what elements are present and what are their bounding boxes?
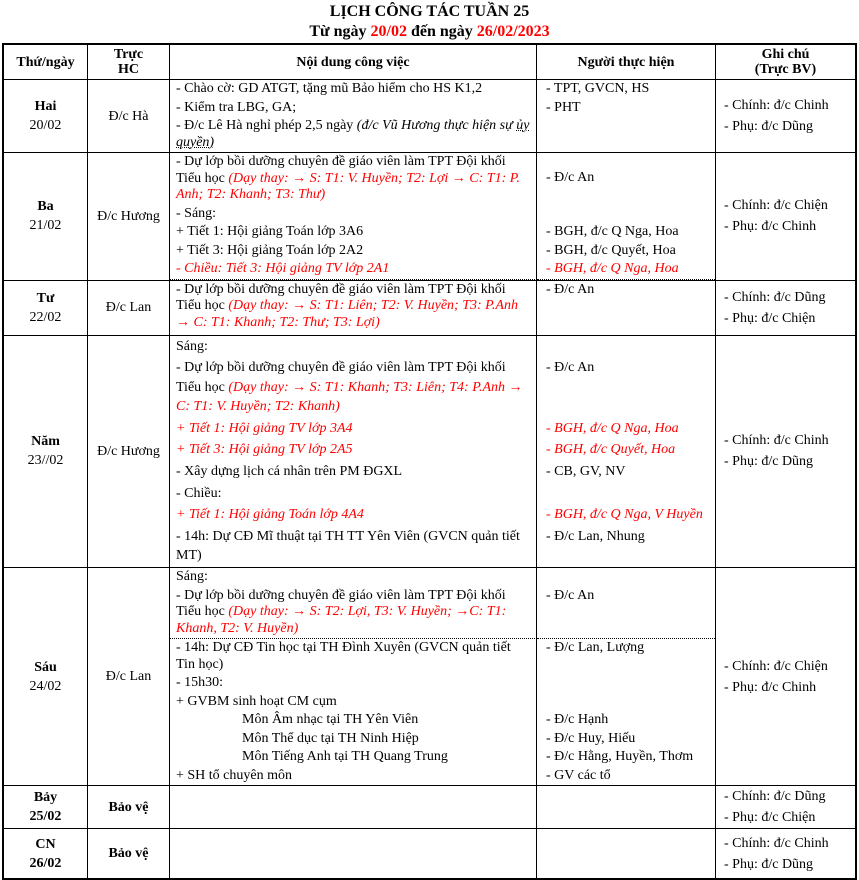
text-segment: Sáng:: [176, 338, 208, 354]
person-line: [537, 357, 715, 418]
content-person-cell: [170, 153, 716, 280]
header-duty-label-line2: HC: [118, 62, 139, 77]
text-segment: - Đ/c Hạnh: [546, 712, 609, 728]
day-cell: [4, 153, 88, 280]
person-line: [537, 205, 715, 224]
note-line: - Phụ: đ/c Dũng: [724, 856, 814, 872]
text-segment: + Tiết 1: Hội giảng Toán lớp 3A6: [176, 224, 364, 239]
table-row: [4, 829, 855, 878]
content-line: [170, 336, 537, 358]
content-line: [170, 461, 537, 483]
content-line: [170, 674, 537, 693]
note-line: - Chính: đ/c Chinh: [724, 98, 829, 113]
text-segment: + Tiết 3: Hội giảng TV lớp 2A5: [176, 442, 353, 458]
day-date: 25/02: [29, 809, 62, 825]
note-line: - Phụ: đ/c Chinh: [724, 679, 817, 695]
person-line: [537, 260, 715, 280]
person-line: [537, 439, 715, 461]
text-segment: - 14h: Dự CĐ Mĩ thuật tại TH TT Yên Viên (GVCN quản tiết MT): [176, 528, 520, 564]
text-segment: Môn Âm nhạc tại TH Yên Viên: [242, 712, 419, 728]
content-line: [170, 483, 537, 505]
note-line: - Phụ: đ/c Chiện: [724, 810, 816, 826]
day-name: Bảy: [33, 790, 58, 806]
day-name: Năm: [31, 434, 60, 450]
text-segment: (Dạy thay: → S: T1: Khanh; T3: Liên; T4: P.Anh → C: T1: V. Huyền; T2: Khanh): [176, 379, 523, 415]
person-line: [537, 639, 715, 674]
subtitle-middle: đến ngày: [406, 23, 477, 40]
header-notes-column: [716, 45, 855, 79]
person-line: [537, 504, 715, 526]
text-segment: - Kiểm tra LBG, GA;: [176, 99, 297, 115]
text-segment: + Tiết 3: Hội giảng Toán lớp 2A2: [176, 242, 364, 258]
header-person-label: Người thực hiện: [577, 54, 675, 70]
note-line: - Chính: đ/c Chinh: [724, 433, 829, 449]
note-line: - Phụ: đ/c Chiện: [724, 310, 816, 326]
content-line: [170, 504, 537, 526]
content-line: [170, 99, 537, 118]
day-name: CN: [35, 836, 56, 852]
table-row: [4, 281, 855, 336]
person-line: [537, 153, 715, 205]
person-line: [537, 418, 715, 440]
text-segment: - Đ/c Lan, Nhung: [546, 528, 645, 544]
content-line: [170, 260, 537, 280]
content-line: [170, 568, 537, 587]
duty-cell: Đ/c Hương: [88, 153, 170, 280]
text-segment: - Dự lớp bồi dưỡng chuyên đề giáo viên làm TPT Đội khối Tiểu học: [176, 154, 506, 186]
text-segment: + GVBM sinh hoạt CM cụm: [176, 693, 337, 709]
text-segment: + SH tổ chuyên môn: [176, 767, 292, 783]
note-line: - Chính: đ/c Dũng: [724, 289, 826, 305]
day-cell: [4, 80, 88, 152]
header-duty-label-line1: Trực: [113, 47, 144, 62]
text-segment: - Chiều: Tiết 3: Hội giảng TV lớp 2A1: [176, 261, 390, 276]
content-line: [170, 242, 537, 261]
person-line: [537, 242, 715, 261]
duty-cell: Bảo vệ: [88, 786, 170, 828]
content-line: [170, 205, 537, 224]
note-line: - Chính: đ/c Chiện: [724, 658, 828, 674]
text-segment: - TPT, GVCN, HS: [546, 81, 650, 96]
text-segment: - Dự lớp bồi dưỡng chuyên đề giáo viên làm TPT Đội khối Tiểu học: [176, 360, 506, 395]
person-line: [537, 568, 715, 587]
text-segment: - Đ/c An: [546, 170, 595, 185]
content-line: [170, 639, 537, 674]
content-line: [170, 281, 537, 333]
content-line: [170, 439, 537, 461]
text-segment: ủy quyền): [176, 118, 530, 150]
subtitle-prefix: Từ ngày: [309, 23, 371, 40]
text-segment: - Chào cờ: GD ATGT, tặng mũ Bảo hiểm cho HS K1,2: [176, 81, 483, 96]
text-segment: (Dạy thay: → S: T1: V. Huyền; T2: Lợi → C: T1: P. Anh; T2: Khanh; T3: Thư): [176, 170, 520, 202]
table-row: [4, 568, 855, 786]
content-line: [170, 730, 537, 749]
notes-cell: [716, 153, 855, 280]
text-segment: - 14h: Dự CĐ Tin học tại TH Đình Xuyên (GVCN quản tiết Tin học): [176, 640, 511, 672]
content-line: [170, 117, 537, 152]
day-name: Sáu: [34, 659, 57, 675]
person-line: [537, 730, 715, 749]
duty-cell: Bảo vệ: [88, 829, 170, 878]
content-line: [170, 767, 537, 786]
content-line: [170, 526, 537, 567]
text-segment: - Xây dựng lịch cá nhân trên PM ĐGXL: [176, 464, 403, 480]
day-date: 24/02: [29, 678, 62, 694]
text-segment: Môn Tiếng Anh tại TH Quang Trung: [242, 749, 448, 765]
content-line: [170, 223, 537, 242]
day-date: 22/02: [29, 309, 62, 325]
notes-cell: [716, 281, 855, 335]
day-date: 21/02: [29, 218, 62, 234]
text-segment: - BGH, đ/c Q Nga, Hoa: [546, 420, 679, 436]
day-date: 26/02: [29, 855, 62, 871]
header-person-column: [537, 45, 716, 79]
text-segment: - BGH, đ/c Q Nga, Hoa: [546, 261, 679, 276]
day-cell: [4, 336, 88, 568]
header-notes-label-line2: (Trực BV): [754, 62, 817, 77]
duty-cell: Đ/c Hương: [88, 336, 170, 568]
subtitle-date-to: 26/02/2023: [476, 23, 550, 40]
header-content-label: Nội dung công việc: [296, 54, 410, 70]
notes-cell: [716, 786, 855, 828]
person-line: [537, 223, 715, 242]
text-segment: - 15h30:: [176, 675, 224, 691]
content-person-cell: [170, 786, 716, 828]
text-segment: - BGH, đ/c Quyết, Hoa: [546, 442, 676, 458]
content-line: [170, 711, 537, 730]
person-line: [537, 674, 715, 693]
day-name: Ba: [37, 199, 54, 215]
header-day-label: Thứ/ngày: [16, 54, 75, 70]
duty-cell: Đ/c Lan: [88, 281, 170, 335]
day-name: Hai: [34, 99, 57, 114]
text-segment: (Dạy thay: → S: T2: Lợi, T3: V. Huyền; →C: T1: Khanh, T2: V. Huyền): [176, 604, 507, 636]
page-title: LỊCH CÔNG TÁC TUẦN 25: [329, 3, 530, 20]
header-duty-column: [88, 45, 170, 79]
text-segment: - BGH, đ/c Q Nga, Hoa: [546, 224, 679, 239]
text-segment: - Đ/c Huy, Hiếu: [546, 730, 636, 746]
header-content-column: [170, 45, 537, 79]
person-line: [537, 99, 715, 118]
person-line: [537, 693, 715, 712]
duty-cell: Đ/c Lan: [88, 568, 170, 785]
schedule-table-body: [4, 80, 855, 878]
table-row: [4, 80, 855, 153]
document-header: [0, 0, 859, 42]
content-line: [170, 357, 537, 418]
text-segment: Môn Thể dục tại TH Ninh Hiệp: [242, 730, 419, 746]
header-notes-label-line1: Ghi chú: [761, 47, 810, 62]
schedule-table: [2, 43, 857, 880]
table-row: [4, 153, 855, 281]
day-name: Tư: [36, 290, 55, 306]
note-line: - Chính: đ/c Chiện: [724, 198, 828, 214]
content-line: [170, 80, 537, 99]
day-cell: [4, 281, 88, 335]
person-line: [537, 526, 715, 567]
day-cell: [4, 786, 88, 828]
text-segment: - Đ/c An: [546, 587, 595, 603]
day-cell: [4, 829, 88, 878]
notes-cell: [716, 568, 855, 785]
note-line: - Chính: đ/c Chinh: [724, 835, 829, 851]
notes-cell: [716, 829, 855, 878]
text-segment: - Dự lớp bồi dưỡng chuyên đề giáo viên làm TPT Đội khối Tiểu học: [176, 281, 506, 313]
text-segment: + Tiết 1: Hội giảng Toán lớp 4A4: [176, 507, 364, 523]
content-person-cell: [170, 829, 716, 878]
text-segment: - Đ/c An: [546, 281, 595, 297]
text-segment: - Sáng:: [176, 205, 217, 221]
content-line: [170, 748, 537, 767]
table-row: [4, 336, 855, 569]
text-segment: (đ/c Vũ Hương thực hiện sự: [356, 118, 517, 133]
note-line: - Phụ: đ/c Dũng: [724, 119, 814, 134]
note-line: - Chính: đ/c Dũng: [724, 789, 826, 805]
text-segment: - Đ/c An: [546, 360, 595, 376]
content-line: [170, 587, 537, 640]
person-line: [537, 117, 715, 152]
person-line: [537, 767, 715, 786]
content-person-cell: [170, 336, 716, 568]
text-segment: - BGH, đ/c Quyết, Hoa: [546, 242, 676, 258]
text-segment: - BGH, đ/c Q Nga, V Huyền: [546, 507, 703, 523]
person-line: [537, 748, 715, 767]
text-segment: - PHT: [546, 99, 581, 115]
person-line: [537, 461, 715, 483]
note-line: - Phụ: đ/c Chinh: [724, 219, 817, 235]
content-person-cell: [170, 568, 716, 785]
content-person-cell: [170, 80, 716, 152]
person-line: [537, 80, 715, 99]
text-segment: - Dự lớp bồi dưỡng chuyên đề giáo viên làm TPT Đội khối Tiểu học: [176, 587, 506, 620]
person-line: [537, 587, 715, 640]
person-line: [537, 336, 715, 358]
notes-cell: [716, 336, 855, 568]
day-date: 20/02: [29, 118, 62, 133]
text-segment: (Dạy thay: → S: T1: Liên; T2: V. Huyền; T3: P.Anh → C: T1: Khanh; T2: Thư; T3: Lợi): [176, 298, 518, 330]
content-line: [170, 153, 537, 205]
person-line: [537, 483, 715, 505]
table-row: [4, 786, 855, 829]
person-line: [537, 281, 715, 333]
person-line: [537, 711, 715, 730]
subtitle-date-from: 20/02: [370, 23, 407, 40]
page-subtitle: [0, 22, 859, 42]
text-segment: + Tiết 1: Hội giảng TV lớp 3A4: [176, 420, 353, 436]
header-day-column: [4, 45, 88, 79]
text-segment: - Chiều:: [176, 485, 222, 501]
table-header-row: [4, 45, 855, 80]
notes-cell: [716, 80, 855, 152]
text-segment: - Đ/c Lan, Lượng: [546, 640, 645, 656]
content-person-cell: [170, 281, 716, 335]
content-line: [170, 418, 537, 440]
text-segment: - Đ/c Hằng, Huyền, Thơm: [546, 749, 694, 765]
text-segment: - Đ/c Lê Hà nghỉ phép 2,5 ngày: [176, 118, 357, 133]
note-line: - Phụ: đ/c Dũng: [724, 454, 814, 470]
text-segment: - GV các tổ: [546, 767, 611, 783]
text-segment: Sáng:: [176, 569, 208, 585]
day-cell: [4, 568, 88, 785]
text-segment: - CB, GV, NV: [546, 464, 626, 480]
day-date: 23//02: [27, 453, 64, 469]
duty-cell: Đ/c Hà: [88, 80, 170, 152]
content-line: [170, 693, 537, 712]
